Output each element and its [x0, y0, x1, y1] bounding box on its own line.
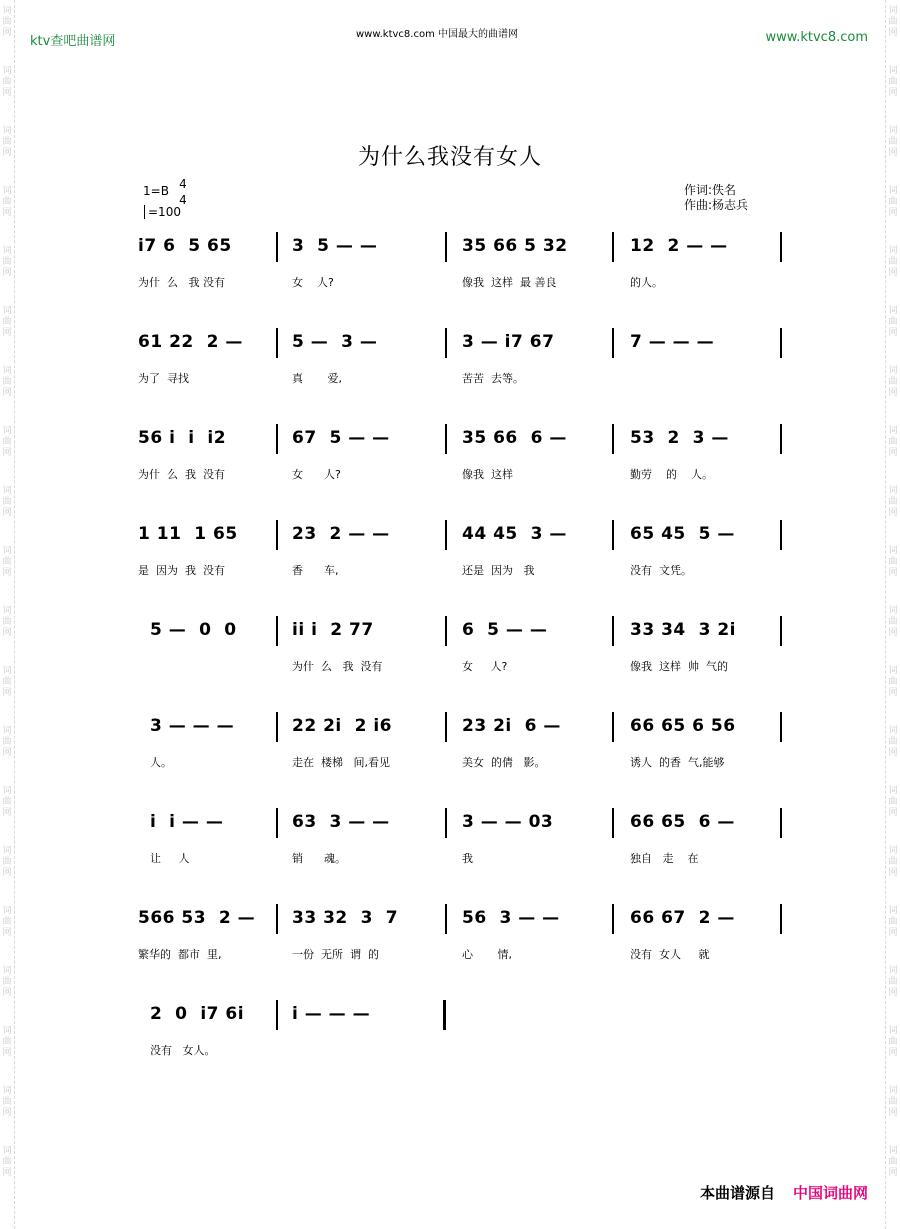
barline: [276, 1000, 278, 1030]
watermark-glyph: 词曲网: [2, 906, 12, 938]
measure-notes: 61 22 2 —: [138, 332, 243, 352]
watermark-glyph: 词曲网: [888, 666, 898, 698]
barline: [780, 424, 782, 454]
barline: [445, 712, 447, 742]
measure-lyrics: 没有 女人。: [150, 1044, 216, 1057]
barline: [276, 904, 278, 934]
watermark-glyph: 词曲网: [2, 546, 12, 578]
measure-lyrics: 独自 走 在: [630, 852, 699, 865]
score-system: [0, 424, 900, 514]
barline: [276, 712, 278, 742]
measure-notes: 65 45 5 —: [630, 524, 735, 544]
measure-lyrics: 诱人 的香 气,能够: [630, 756, 725, 769]
barline: [276, 232, 278, 262]
watermark-glyph: 词曲网: [888, 246, 898, 278]
measure-lyrics: 美女 的倩 影。: [462, 756, 546, 769]
measure-notes: 33 34 3 2i: [630, 620, 736, 640]
barline: [612, 808, 614, 838]
watermark-glyph: 词曲网: [888, 1026, 898, 1058]
watermark-glyph: 词曲网: [2, 1086, 12, 1118]
measure-notes: 35 66 5 32: [462, 236, 568, 256]
measure-notes: 5 — 0 0: [150, 620, 237, 640]
measure-notes: 23 2 — —: [292, 524, 390, 544]
score-system: [0, 1000, 900, 1090]
measure-notes: 44 45 3 —: [462, 524, 567, 544]
barline: [276, 808, 278, 838]
measure-notes: 66 67 2 —: [630, 908, 735, 928]
watermark-glyph: 词曲网: [888, 966, 898, 998]
key-signature: 1=B: [143, 184, 169, 198]
quarter-note-icon: [144, 205, 145, 219]
measure-notes: ii i 2 77: [292, 620, 374, 640]
measure-lyrics: 为了 寻找: [138, 372, 189, 385]
measure-notes: 56 3 — —: [462, 908, 560, 928]
measure-notes: 12 2 — —: [630, 236, 728, 256]
watermark-glyph: 词曲网: [2, 66, 12, 98]
measure-lyrics: 勤劳 的 人。: [630, 468, 713, 481]
watermark-glyph: 词曲网: [888, 1086, 898, 1118]
barline: [276, 328, 278, 358]
site-name-left: ktv查吧曲谱网: [30, 34, 116, 49]
watermark-glyph: 词曲网: [888, 126, 898, 158]
barline: [276, 424, 278, 454]
measure-lyrics: 女 人?: [292, 276, 334, 289]
watermark-glyph: 词曲网: [2, 126, 12, 158]
barline: [445, 328, 447, 358]
measure-notes: 67 5 — —: [292, 428, 390, 448]
barline: [780, 904, 782, 934]
watermark-glyph: 词曲网: [888, 306, 898, 338]
measure-notes: 3 — i7 67: [462, 332, 555, 352]
barline: [612, 232, 614, 262]
measure-notes: 3 — — 03: [462, 812, 554, 832]
time-signature-top: 4: [179, 177, 187, 191]
watermark-glyph: 词曲网: [888, 486, 898, 518]
measure-lyrics: 走在 楼梯 间,看见: [292, 756, 390, 769]
measure-lyrics: 像我 这样 最 善良: [462, 276, 557, 289]
watermark-glyph: 词曲网: [2, 846, 12, 878]
barline: [612, 328, 614, 358]
watermark-glyph: 词曲网: [2, 6, 12, 38]
tempo-value: =100: [148, 205, 181, 219]
watermark-glyph: 词曲网: [888, 6, 898, 38]
measure-notes: 3 — — —: [150, 716, 235, 736]
measure-lyrics: 为什 么 我 没有: [138, 276, 225, 289]
measure-lyrics: 没有 女人 就: [630, 948, 710, 961]
tempo-marking: [144, 205, 181, 219]
measure-lyrics: 香 车,: [292, 564, 339, 577]
final-barline: [443, 1000, 446, 1030]
measure-lyrics: 为什 么 我 没有: [292, 660, 383, 673]
watermark-glyph: 词曲网: [888, 846, 898, 878]
barline: [276, 520, 278, 550]
score-system: [0, 520, 900, 610]
measure-lyrics: 没有 文凭。: [630, 564, 692, 577]
measure-notes: i7 6 5 65: [138, 236, 232, 256]
measure-lyrics: 真 爱,: [292, 372, 342, 385]
measure-notes: i — — —: [292, 1004, 371, 1024]
measure-lyrics: 苦苦 去等。: [462, 372, 524, 385]
barline: [445, 616, 447, 646]
site-url-right: www.ktvc8.com: [765, 30, 868, 45]
measure-lyrics: 像我 这样: [462, 468, 513, 481]
barline: [612, 424, 614, 454]
measure-notes: 2 0 i7 6i: [150, 1004, 245, 1024]
measure-lyrics: 让 人: [150, 852, 190, 865]
watermark-glyph: 词曲网: [888, 186, 898, 218]
measure-notes: 1 11 1 65: [138, 524, 238, 544]
source-footer: [700, 1182, 868, 1203]
watermark-glyph: 词曲网: [2, 186, 12, 218]
measure-lyrics: 像我 这样 帅 气的: [630, 660, 728, 673]
barline: [780, 616, 782, 646]
watermark-glyph: 词曲网: [2, 1146, 12, 1178]
measure-notes: 5 — 3 —: [292, 332, 378, 352]
watermark-glyph: 词曲网: [2, 246, 12, 278]
measure-notes: 66 65 6 —: [630, 812, 735, 832]
time-signature: [176, 176, 190, 208]
measure-notes: 35 66 6 —: [462, 428, 567, 448]
watermark-glyph: 词曲网: [2, 306, 12, 338]
barline: [445, 904, 447, 934]
barline: [445, 424, 447, 454]
composer: 作曲:杨志兵: [684, 198, 749, 212]
watermark-glyph: 词曲网: [2, 366, 12, 398]
watermark-glyph: 词曲网: [2, 966, 12, 998]
watermark-glyph: 词曲网: [888, 606, 898, 638]
measure-lyrics: 女 人?: [462, 660, 508, 673]
watermark-glyph: 词曲网: [888, 786, 898, 818]
song-title: 为什么我没有女人: [357, 145, 542, 170]
measure-notes: 22 2i 2 i6: [292, 716, 392, 736]
credits: [684, 183, 748, 213]
barline: [276, 616, 278, 646]
measure-lyrics: 我: [462, 852, 473, 865]
barline: [780, 520, 782, 550]
watermark-glyph: 词曲网: [888, 1146, 898, 1178]
watermark-glyph: 词曲网: [2, 426, 12, 458]
score-system: [0, 616, 900, 706]
measure-lyrics: 女 人?: [292, 468, 341, 481]
measure-lyrics: 为什 么 我 没有: [138, 468, 225, 481]
measure-notes: i i — —: [150, 812, 224, 832]
watermark-glyph: 词曲网: [2, 606, 12, 638]
measure-notes: 63 3 — —: [292, 812, 390, 832]
score-system: [0, 808, 900, 898]
site-tagline: www.ktvc8.com 中国最大的曲谱网: [356, 29, 519, 40]
measure-notes: 66 65 6 56: [630, 716, 736, 736]
measure-notes: 3 5 — —: [292, 236, 378, 256]
watermark-glyph: 词曲网: [888, 546, 898, 578]
measure-lyrics: 销 魂。: [292, 852, 346, 865]
score-system: [0, 712, 900, 802]
measure-notes: 56 i i i2: [138, 428, 227, 448]
barline: [612, 904, 614, 934]
measure-notes: 566 53 2 —: [138, 908, 256, 928]
score-system: [0, 232, 900, 322]
time-signature-bottom: 4: [179, 193, 187, 207]
score-system: [0, 328, 900, 418]
measure-notes: 6 5 — —: [462, 620, 548, 640]
barline: [612, 616, 614, 646]
measure-notes: 23 2i 6 —: [462, 716, 561, 736]
measure-lyrics: 是 因为 我 没有: [138, 564, 225, 577]
measure-lyrics: 还是 因为 我: [462, 564, 535, 577]
measure-lyrics: 人。: [150, 756, 172, 769]
measure-notes: 7 — — —: [630, 332, 715, 352]
barline: [780, 232, 782, 262]
watermark-glyph: 词曲网: [888, 366, 898, 398]
watermark-glyph: 词曲网: [2, 726, 12, 758]
watermark-glyph: 词曲网: [2, 486, 12, 518]
watermark-glyph: 词曲网: [888, 66, 898, 98]
watermark-glyph: 词曲网: [888, 906, 898, 938]
measure-lyrics: 心 情,: [462, 948, 512, 961]
watermark-glyph: 词曲网: [2, 1026, 12, 1058]
barline: [612, 712, 614, 742]
measure-lyrics: 繁华的 都市 里,: [138, 948, 222, 961]
watermark-glyph: 词曲网: [888, 426, 898, 458]
measure-notes: 33 32 3 7: [292, 908, 399, 928]
watermark-glyph: 词曲网: [888, 726, 898, 758]
barline: [445, 520, 447, 550]
barline: [780, 808, 782, 838]
barline: [445, 808, 447, 838]
source-name: 中国词曲网: [792, 1184, 868, 1202]
watermark-glyph: 词曲网: [2, 666, 12, 698]
barline: [780, 712, 782, 742]
source-label: 本曲谱源自: [699, 1184, 775, 1202]
lyricist: 作词:佚名: [684, 183, 737, 197]
measure-lyrics: 的人。: [630, 276, 663, 289]
barline: [612, 520, 614, 550]
score-system: [0, 904, 900, 994]
watermark-glyph: 词曲网: [2, 786, 12, 818]
barline: [445, 232, 447, 262]
measure-lyrics: 一份 无所 谓 的: [292, 948, 379, 961]
measure-notes: 53 2 3 —: [630, 428, 729, 448]
barline: [780, 328, 782, 358]
